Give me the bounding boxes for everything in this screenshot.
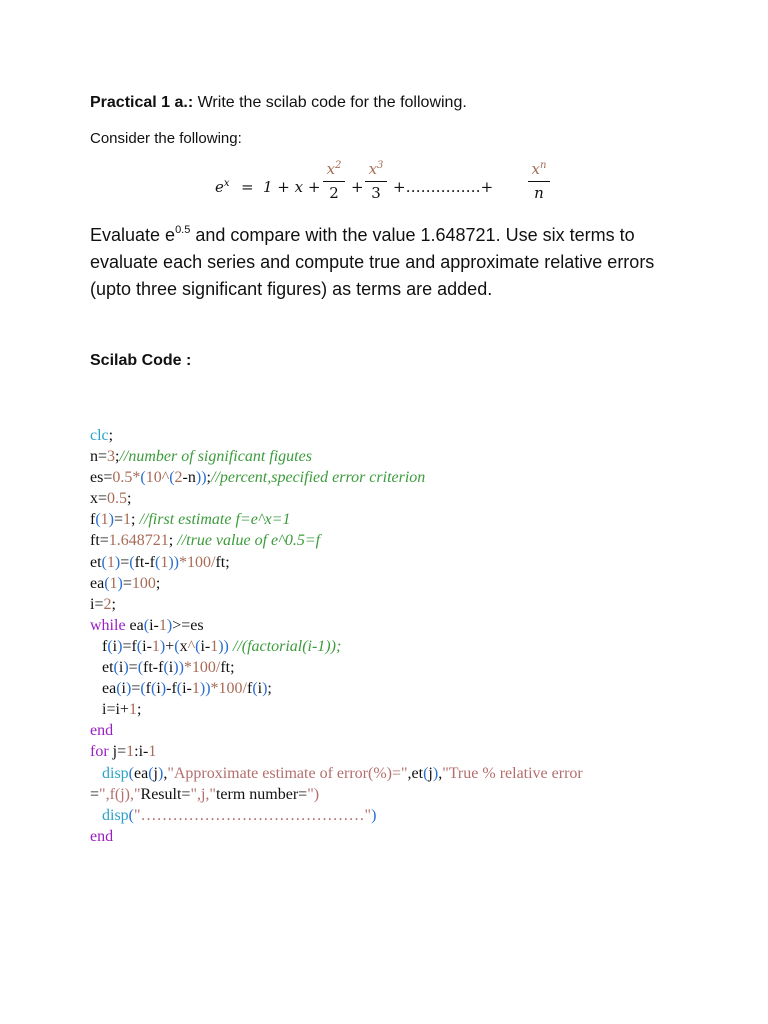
practical-instruction: Write the scilab code for the following. (193, 94, 467, 111)
code-line: i=2; (90, 595, 116, 613)
code-line: f(1)=1; //first estimate f=e^x=1 (90, 511, 291, 529)
code-line: disp(ea(j),"Approximate estimate of error(%)=",et(j),"True % relative error (102, 764, 583, 782)
code-line: f(i)=f(i-1)+(x^(i-1)) //(factorial(i-1)); (90, 637, 342, 655)
code-line: ea(i)=(f(i)-f(i-1))*100/f(i); (90, 680, 272, 698)
fraction-x2-over-2: $x^2$ 2 (323, 160, 345, 202)
code-line: ft=1.648721; //true value of e^0.5=f (90, 532, 321, 550)
code-line: i=i+1; (90, 701, 142, 719)
formula-lhs: $e^x$ (215, 178, 230, 196)
practical-title (90, 94, 467, 112)
problem-statement: Evaluate $e^{0.5}$ and compare with the value 1.648721. Use six terms to evaluate each series and compute true and approximate relative errors (upto three significant figures) as terms are added. (90, 224, 655, 299)
code-line: end (90, 722, 114, 740)
code-line: clc; (90, 427, 114, 444)
code-heading: Scilab Code : (90, 352, 192, 369)
code-line: end (90, 827, 114, 845)
fraction-x3-over-3: $x^3$ 3 (365, 160, 387, 202)
consider-text: Consider the following: (90, 130, 242, 147)
formula-ellipsis: +……………+ (393, 178, 494, 196)
formula-equals: = (241, 178, 254, 196)
code-line: n=3;//number of significant figutes (90, 448, 312, 466)
code-line: et(1)=(ft-f(1))*100/ft; (90, 553, 230, 571)
formula-plus: + (351, 178, 364, 196)
practical-label: Practical 1 a.: (90, 94, 194, 111)
series-formula (215, 160, 555, 216)
formula-terms: 1 + x + (263, 178, 321, 196)
code-line: =",f(j),"Result=",j,"term number=") (90, 785, 320, 803)
code-line: es=0.5*(10^(2-n));//percent,specified error criterion (90, 469, 426, 487)
fraction-xn-over-n: $x^n$ n (528, 160, 550, 202)
code-line: for j=1:i-1 (90, 743, 157, 761)
code-line: disp("……………………………………") (102, 806, 377, 824)
code-line: x=0.5; (90, 490, 132, 508)
scilab-code-block (90, 425, 690, 847)
code-line: ea(1)=100; (90, 574, 161, 592)
code-line: while ea(i-1)>=es (90, 616, 204, 634)
code-line: et(i)=(ft-f(i))*100/ft; (90, 659, 235, 677)
